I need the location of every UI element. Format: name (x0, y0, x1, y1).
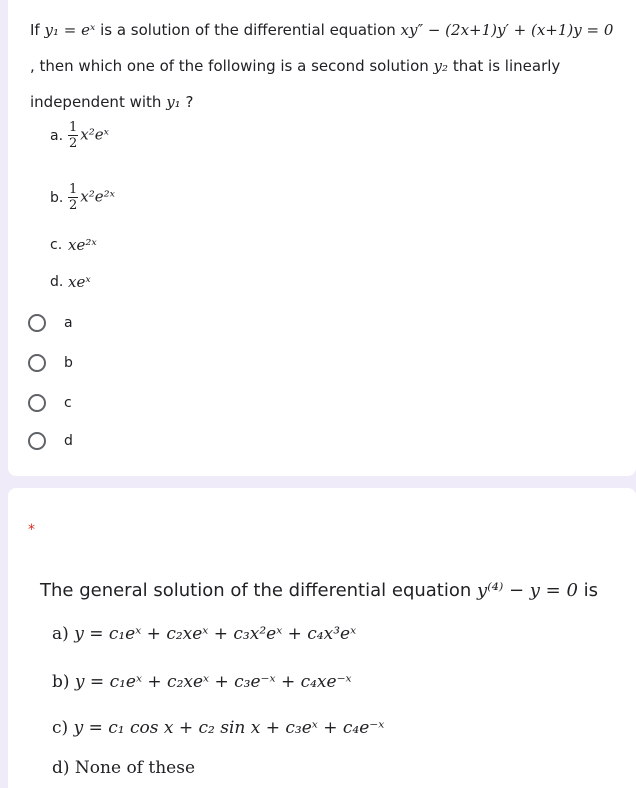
fraction: $\frac{1}{2}$ (69, 182, 78, 213)
option-label: b. (50, 189, 64, 206)
radio-label: a (64, 315, 73, 331)
fraction: $\frac{1}{2}$ (69, 120, 78, 151)
q1-text-linearly-independent: that is linearly independent with (30, 57, 561, 111)
option-label: d. (50, 274, 64, 290)
q2-answer-c (52, 718, 384, 738)
q2-text-is: is (583, 580, 599, 601)
radio-circle-icon[interactable] (28, 432, 46, 450)
q1-option-b (50, 182, 115, 213)
radio-label: b (64, 355, 73, 371)
radio-label: d (64, 433, 73, 449)
radio-circle-icon[interactable] (28, 314, 46, 332)
q1-text-solution-of: is a solution of the differential equation (100, 21, 396, 39)
q1-option-a (50, 120, 109, 151)
option-expression: $\frac{1}{2}$ x²eˣ (69, 120, 109, 151)
answer-label: d) (52, 758, 70, 778)
q2-answer-d (52, 758, 195, 778)
radio-choice-a[interactable] (28, 314, 73, 332)
answer-label: b) (52, 672, 70, 692)
radio-circle-icon[interactable] (28, 394, 46, 412)
option-label: c. (50, 237, 63, 253)
q2-text: The general solution of the differential equation (40, 580, 472, 601)
radio-choice-d[interactable] (28, 432, 73, 450)
option-expression: xe²ˣ (68, 236, 97, 254)
q1-text-which-one: , then which one of the following is a second solution (30, 57, 429, 75)
option-expression: $\frac{1}{2}$ x²e²ˣ (69, 182, 115, 213)
answer-expression: y = c₁ cos x + c₂ sin x + c₃eˣ + c₄e⁻ˣ (73, 718, 385, 738)
q1-option-d (50, 273, 91, 291)
q1-text-if: If (30, 21, 40, 39)
radio-choice-b[interactable] (28, 354, 73, 372)
radio-label: c (64, 395, 72, 411)
answer-expression: y = c₁eˣ + c₂xeˣ + c₃x²eˣ + c₄x³eˣ (74, 624, 357, 644)
question-1-text (30, 12, 620, 120)
q1-option-c (50, 236, 97, 254)
q2-equation: y⁽⁴⁾ − y = 0 (477, 580, 578, 601)
answer-expression: y = c₁eˣ + c₂xeˣ + c₃e⁻ˣ + c₄xe⁻ˣ (74, 672, 352, 692)
answer-label: c) (52, 718, 69, 738)
radio-choice-c[interactable] (28, 394, 72, 412)
q1-differential-equation: xy″ − (2x+1)y′ + (x+1)y = 0 (400, 21, 614, 39)
q1-y1-expression: y₁ = eˣ (44, 21, 96, 39)
answer-label: a) (52, 624, 69, 644)
option-expression: xeˣ (68, 273, 91, 291)
q1-y1: y₁ (166, 93, 181, 111)
question-2-text (40, 580, 598, 601)
required-asterisk: * (28, 522, 35, 538)
q1-y2: y₂ (433, 57, 449, 75)
option-label: a. (50, 127, 64, 144)
q1-question-mark: ? (185, 93, 194, 111)
answer-expression: None of these (74, 758, 196, 778)
q2-answer-a (52, 624, 356, 644)
q2-answer-b (52, 672, 352, 692)
radio-circle-icon[interactable] (28, 354, 46, 372)
